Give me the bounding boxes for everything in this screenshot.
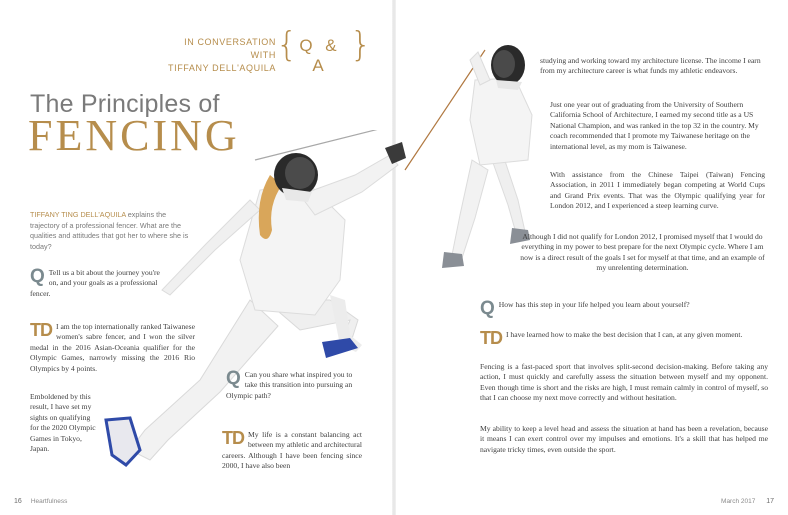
answer-1: [30, 322, 195, 374]
question-marker: Q: [480, 298, 495, 319]
kicker: [158, 36, 276, 75]
qa-mark: Q & A: [299, 36, 341, 75]
intro-standfirst: [30, 210, 192, 252]
paragraph-fast-paced: Fencing is a fast-paced sport that involves split-second decision-making. Before taking any action, I must quickly and carefully assess the situation between myself and my opponent. Even though time is short and the risks are high, I must remain calmly in control of myself, so that I can choose my next move correctly and without hesitation.: [480, 362, 768, 403]
question-3-text: How has this step in your life helped you learn about yourself?: [498, 300, 690, 309]
issue-date: March 2017: [721, 498, 756, 505]
paragraph-chinese-taipei: With assistance from the Chinese Taipei (Taiwan) Fencing Association, in 2011 I immediately began competing at World Cups and Grand Prix events. That was the Olympic qualifying year for London 2012, and I experienced a steep learning curve.: [550, 170, 765, 211]
question-1: [30, 268, 170, 299]
question-marker: Q: [30, 266, 45, 287]
paragraph-level-head: My ability to keep a level head and assess the situation at hand has been a revelation, because it means I can exert control over my impulses and emotions. It's a skill that has helped me navigate tricky times, even outside the sport.: [480, 424, 768, 454]
page-number-left: 16: [14, 498, 22, 505]
paragraph-architecture: studying and working toward my architecture license. The income I earn from my architecture career is what funds my athletic endeavors.: [540, 56, 761, 76]
answer-marker: TD: [222, 428, 244, 448]
answer-marker: TD: [480, 328, 502, 348]
title-line-1: The Principles of: [30, 90, 220, 118]
paragraph-london-2012: Although I did not qualify for London 2012, I promised myself that I would do everything in my power to best prepare for the next Olympic cycle. Where I am now is a direct result of the goals I set for myself at that time, and an example of my unrelenting determination.: [520, 232, 765, 273]
kicker-line-2: TIFFANY DELL'AQUILA: [168, 63, 276, 73]
intro-name: TIFFANY TING DELL'AQUILA: [30, 210, 126, 219]
footer-left: [14, 498, 67, 505]
answer-3: [480, 330, 770, 347]
brace-left-icon: {: [276, 25, 298, 65]
footer-right: [721, 498, 774, 505]
paragraph-emboldened: Emboldened by this result, I have set my sights on qualifying for the 2020 Olympic Games in Tokyo, Japan.: [30, 392, 96, 454]
title-line-2: FENCING: [28, 111, 240, 160]
question-marker: Q: [226, 368, 241, 389]
question-1-text: Tell us a bit about the journey you're on, and your goals as a professional fencer.: [30, 268, 160, 298]
publication-name: Heartfulness: [30, 498, 68, 505]
answer-2: [222, 430, 362, 472]
question-2: [226, 370, 358, 401]
question-2-text: Can you share what inspired you to take this transition into pursuing an Olympic path?: [226, 370, 353, 400]
paragraph-usc: Just one year out of graduating from the University of Southern California School of Architecture, I earned my second title as a US National Champion, and was ranked in the top 32 in the country. My coach recommended that I promote my Taiwanese heritage on the international level, as my mom is Taiwanese.: [550, 100, 759, 151]
kicker-line-1: IN CONVERSATION WITH: [184, 37, 276, 60]
fencer-lunge-photo: [100, 130, 420, 470]
answer-1-text: I am the top internationally ranked Taiwanese women's sabre fencer, and I won the silver medal in the 2016 Asian-Oceania qualifier for the Olympic Games, narrowly missing the 2016 Rio Olympics by 4 points.: [30, 322, 195, 373]
intro-text: explains the trajectory of a professional fencer. What are the qualities and attitudes that got her to where she is today?: [30, 210, 189, 251]
page-number-right: 17: [766, 498, 774, 505]
answer-3-text: I have learned how to make the best decision that I can, at any given moment.: [506, 330, 743, 339]
brace-right-icon: }: [350, 25, 372, 65]
answer-2-text: My life is a constant balancing act between my athletic and architectural careers. Although I have been fencing since 2000, I have also been: [222, 430, 362, 471]
answer-marker: TD: [30, 320, 52, 340]
question-3: [480, 300, 770, 317]
